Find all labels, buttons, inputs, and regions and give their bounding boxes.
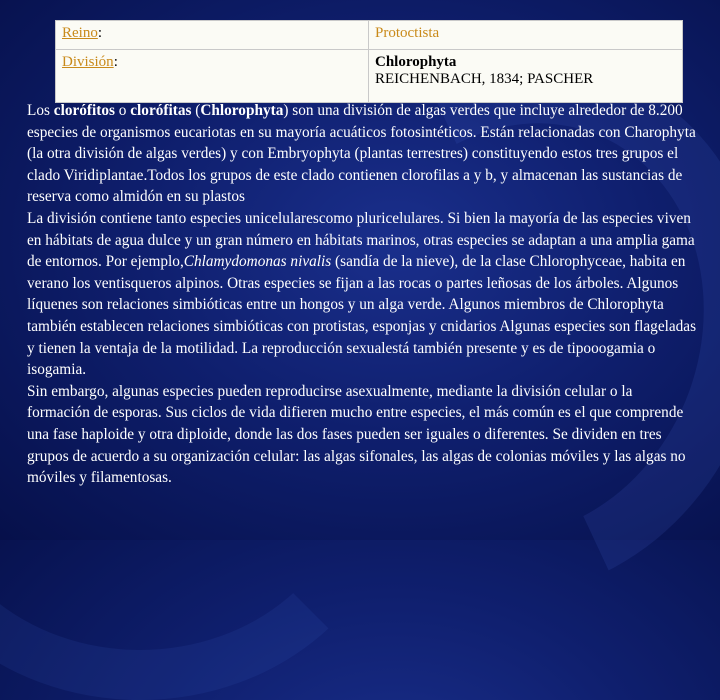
paragraph-intro bbox=[27, 100, 697, 208]
paragraph-habitat bbox=[27, 208, 697, 381]
species-chlamydomonas: Chlamydomonas nivalis bbox=[183, 253, 332, 271]
paragraph-reproduction bbox=[27, 381, 697, 489]
division-label-cell bbox=[56, 50, 369, 103]
division-value-cell bbox=[369, 50, 683, 103]
taxonomy-table bbox=[55, 20, 683, 103]
kingdom-value-link[interactable]: Protoctista bbox=[375, 25, 440, 41]
p2-text-1: La división contiene tanto especies unicelularescomo pluricelulares. Si bien la mayoría de las especies viven en hábitats de agua dulce y un gran número en hábitats marinos, otras especies se adaptan a una amplia gama de entornos. Por ejemplo, bbox=[27, 209, 695, 271]
p1-text-1: Los bbox=[27, 102, 54, 119]
p1-text-3: ( bbox=[191, 102, 201, 119]
p2-text-2: (sandía de la nieve), de la clase Chlorophyceae, habita en verano los ventisqueros alpinos. Otras especies se fijan a las rocas o partes leñosas de los árboles. Algunos líquenes son relaciones simbióticas entre un hongos y un alga verde. Algunos miembros de Chlorophyta también establecen relaciones simbióticas con protistas, esponjas y cnidarios Algunas especies son flageladas y tienen la ventaja de la motilidad. La reproducción sexualestá también presente y es de tipooogamia o isogamia. bbox=[27, 253, 697, 379]
division-colon: : bbox=[113, 54, 118, 70]
division-value-author: REICHENBACH, 1834; PASCHER bbox=[375, 71, 594, 87]
kingdom-label-link[interactable]: Reino bbox=[62, 25, 98, 41]
term-clorofitos: clorófitos bbox=[53, 102, 115, 119]
p3-text-1: Sin embargo, algunas especies pueden reproducirse asexualmente, mediante la división celular o la formación de esporas. Sus ciclos de vida difieren mucho entre especies, el más común es el que comprende una fase haploide y otra diploide, donde las dos fases pueden ser iguales o diferentes. Se dividen en tres grupos de acuerdo a su organización celular: las algas sifonales, las algas de colonias móviles y las algas no móviles y filamentosas. bbox=[27, 382, 686, 487]
kingdom-label-cell bbox=[56, 21, 369, 50]
taxonomy-row-division bbox=[56, 50, 683, 103]
article-body bbox=[27, 100, 697, 489]
p1-text-4: ) son una división de algas verdes que incluye alrededor de 8.200 especies de organismos eucariotas en su mayoría acuáticos fotosintéticos. Están relacionadas con Charophyta (la otra división de algas verdes) y con Embryophyta (plantas terrestres) constituyendo estos tres grupos el clado Viridiplantae.Todos los grupos de este clado contienen clorofilas a y b, y almacenan las sustancias de reserva como almidón en su plastos bbox=[27, 102, 696, 206]
division-value-name: Chlorophyta bbox=[375, 54, 457, 70]
term-clorofitas: clorófitas bbox=[130, 102, 192, 119]
p1-text-2: o bbox=[114, 102, 131, 119]
taxonomy-row-kingdom bbox=[56, 21, 683, 50]
kingdom-colon: : bbox=[97, 25, 103, 41]
division-label-link[interactable]: División bbox=[62, 54, 114, 70]
term-chlorophyta: Chlorophyta bbox=[200, 102, 284, 119]
kingdom-value-cell bbox=[369, 21, 683, 50]
